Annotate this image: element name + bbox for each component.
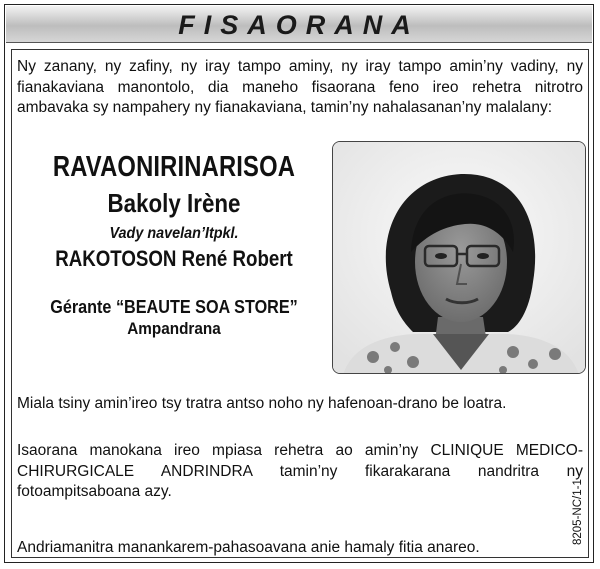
portrait-illustration xyxy=(333,142,586,374)
notice-title: FISAORANA xyxy=(178,10,420,40)
spouse-label: Vady navelan’Itpkl. xyxy=(109,225,239,242)
notice-header xyxy=(6,6,592,43)
apology-paragraph: Miala tsiny amin’ireo tsy tratra antso noho ny hafenoan-drano be loatra. xyxy=(17,395,507,412)
thanks-paragraph: Isaorana manokana ireo mpiasa rehetra ao amin’ny CLINIQUE MEDICO-CHIRURGICALE ANDRINDRA tamin’ny fikarakarana nandritra ny fotoampitsaboana azy. xyxy=(17,442,583,500)
spouse-name: RAKOTOSON René Robert xyxy=(55,246,293,271)
deceased-given-names: Bakoly Irène xyxy=(107,188,241,218)
deceased-surname: RAVAONIRINARISOA xyxy=(52,151,296,183)
deceased-city: Ampandrana xyxy=(127,319,221,338)
deceased-block xyxy=(14,150,334,340)
reference-code: 8205-NC/1-1 xyxy=(572,479,584,545)
intro-paragraph: Ny zanany, ny zafiny, ny iray tampo aminy, ny iray tampo amin’ny vadiny, ny fianakaviana manontolo, dia maneho fisaorana feno ireo rehetra nitrotro ambavaka sy nampahery ny fianakaviana, tamin’ny nahalasanan’ny malalany: xyxy=(17,58,583,116)
closing-line: Andriamanitra manankarem-pahasoavana anie hamaly fitia anareo. xyxy=(17,539,480,556)
deceased-role: Gérante “BEAUTE SOA STORE” xyxy=(50,297,298,317)
portrait-photo xyxy=(332,141,586,374)
